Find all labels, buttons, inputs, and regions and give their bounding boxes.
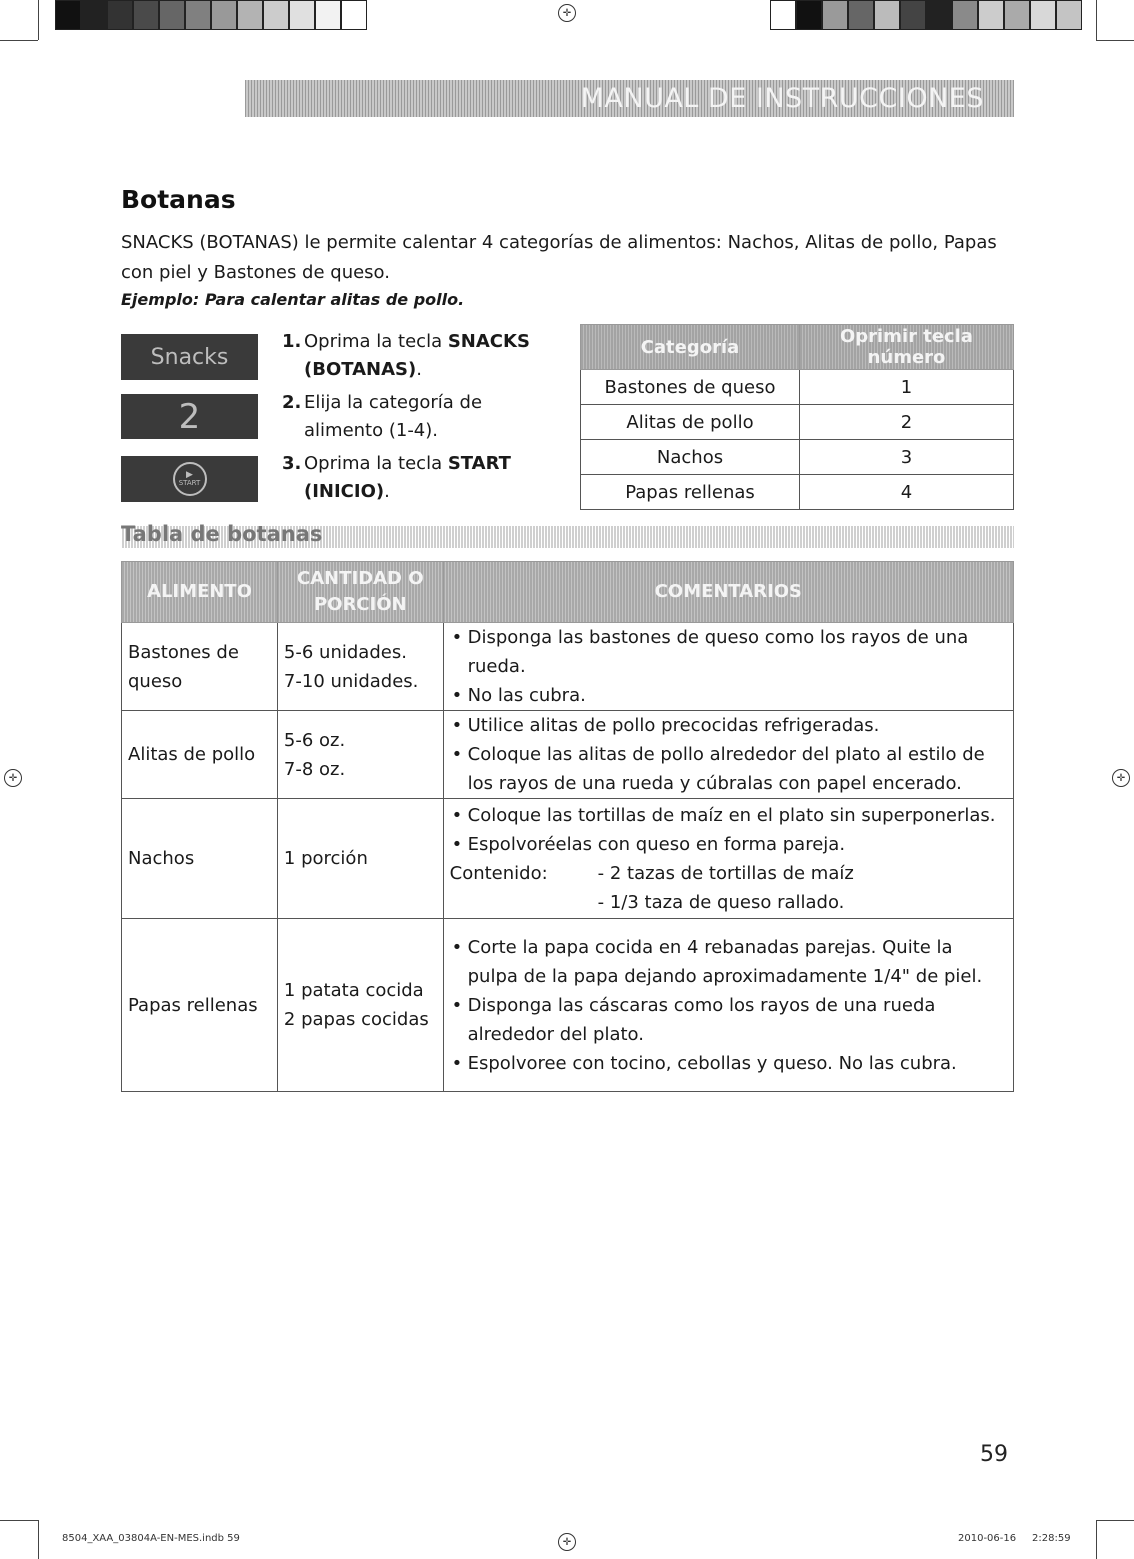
step-number: 2. (282, 392, 302, 413)
banner-title: MANUAL DE INSTRUCCIONES (580, 83, 984, 114)
snacks-key (121, 334, 258, 380)
comments-cell (443, 799, 1013, 919)
grayscale-bar-left (55, 0, 367, 32)
footer-time: 2:28:59 (1032, 1533, 1071, 1544)
step-number: 3. (282, 453, 302, 474)
table-row (122, 799, 1014, 919)
category-cell: Bastones de queso (581, 370, 800, 405)
start-icon: ▶ START (173, 462, 207, 496)
comment-item: • Disponga las cáscaras como los rayos de una rueda alrededor del plato. (450, 991, 1007, 1049)
category-table (580, 324, 1014, 510)
trim-mark (0, 1520, 38, 1521)
registration-mark-icon: ✛ (558, 1533, 576, 1551)
comment-item: • Espolvoree con tocino, cebollas y queso. No las cubra. (450, 1049, 1007, 1078)
snack-table (121, 561, 1014, 1092)
footer-date: 2010-06-16 (958, 1533, 1017, 1544)
category-cell: Papas rellenas (581, 475, 800, 510)
page-number: 59 (980, 1442, 1008, 1467)
amount-line: 1 patata cocida (283, 980, 424, 1001)
registration-mark-icon: ✛ (558, 4, 576, 22)
instruction-steps (282, 328, 552, 511)
step-1 (282, 328, 552, 384)
comment-item: • Corte la papa cocida en 4 rebanadas parejas. Quite la pulpa de la papa dejando aproximadamente 1/4" de piel. (450, 933, 1007, 991)
trim-mark (38, 1520, 39, 1559)
column-header-food: ALIMENTO (122, 562, 278, 623)
amount-cell (277, 623, 443, 711)
comment-item: • Espolvoréelas con queso en forma pareja. (450, 830, 1007, 859)
table-row (581, 440, 1014, 475)
header-banner (245, 80, 1014, 117)
contents-line: - 1/3 taza de queso rallado. (597, 891, 845, 913)
subheading: Tabla de botanas (121, 522, 323, 546)
registration-mark-icon: ✛ (4, 769, 22, 787)
category-cell: Nachos (581, 440, 800, 475)
table-row (122, 711, 1014, 799)
start-key (121, 456, 258, 502)
step-text: Oprima la tecla (304, 453, 448, 474)
step-text-end: . (384, 481, 390, 502)
comments-cell (443, 711, 1013, 799)
footer-file: 8504_XAA_03804A-EN-MES.indb 59 (62, 1533, 240, 1544)
comment-item: • Disponga las bastones de queso como los rayos de una rueda. (450, 623, 1007, 681)
comments-cell (443, 623, 1013, 711)
column-header: Categoría (581, 325, 800, 370)
step-text: Oprima la tecla (304, 331, 448, 352)
trim-mark (0, 40, 38, 41)
contents-list (450, 859, 1007, 917)
amount-cell (277, 919, 443, 1092)
number-two-key (121, 394, 258, 439)
snacks-key-label: Snacks (150, 344, 229, 370)
comment-item: • No las cubra. (450, 681, 1007, 710)
trim-mark (38, 0, 39, 40)
step-text-end: . (416, 359, 422, 380)
category-cell: Alitas de pollo (581, 405, 800, 440)
step-key-name: START (INICIO) (304, 453, 511, 502)
key-number-cell: 1 (800, 370, 1014, 405)
color-bar-right (770, 0, 1082, 32)
trim-mark (1096, 1520, 1134, 1521)
column-header-amount: CANTIDAD O PORCIÓN (277, 562, 443, 623)
comments-cell (443, 919, 1013, 1092)
step-3 (282, 450, 552, 506)
comment-item: • Coloque las alitas de pollo alrededor del plato al estilo de los rayos de una rueda y cúbralas con papel encerado. (450, 740, 1007, 798)
amount-line: 2 papas cocidas (283, 1009, 429, 1030)
amount-line: 1 porción (283, 848, 368, 869)
number-key-label: 2 (178, 396, 201, 437)
trim-mark (1096, 0, 1097, 40)
amount-line: 5-6 unidades. (283, 641, 407, 663)
column-header: Oprimir tecla número (800, 325, 1014, 370)
key-number-cell: 3 (800, 440, 1014, 475)
food-cell: Nachos (122, 799, 278, 919)
intro-paragraph: SNACKS (BOTANAS) le permite calentar 4 categorías de alimentos: Nachos, Alitas de pollo, Papas con piel y Bastones de queso. (121, 232, 997, 283)
trim-mark (1096, 40, 1134, 41)
registration-mark-icon: ✛ (1112, 769, 1130, 787)
table-row (122, 623, 1014, 711)
comment-item: • Coloque las tortillas de maíz en el plato sin superponerlas. (450, 801, 1007, 830)
subheading-bar (121, 522, 1014, 548)
start-key-label: START (178, 479, 201, 487)
amount-line: 7-10 unidades. (283, 670, 419, 692)
comment-item: • Utilice alitas de pollo precocidas refrigeradas. (450, 711, 1007, 740)
table-row (122, 919, 1014, 1092)
amount-line: 5-6 oz. (283, 729, 346, 751)
step-key-name: SNACKS (BOTANAS) (304, 331, 530, 380)
step-2 (282, 389, 552, 445)
key-number-cell: 2 (800, 405, 1014, 440)
food-cell: Papas rellenas (122, 919, 278, 1092)
section-title: Botanas (121, 185, 236, 214)
contents-line: - 2 tazas de tortillas de maíz (597, 862, 854, 884)
amount-cell (277, 711, 443, 799)
column-header-comments: COMENTARIOS (443, 562, 1013, 623)
table-row (581, 475, 1014, 510)
amount-cell (277, 799, 443, 919)
contents-label: Contenido: (449, 862, 548, 884)
example-caption: Ejemplo: Para calentar alitas de pollo. (121, 290, 465, 309)
trim-mark (1096, 1520, 1097, 1559)
food-cell: Alitas de pollo (122, 711, 278, 799)
table-row (581, 405, 1014, 440)
amount-line: 7-8 oz. (283, 758, 346, 780)
food-cell: Bastones de queso (122, 623, 278, 711)
step-text: Elija la categoría de alimento (1-4). (304, 392, 483, 441)
key-number-cell: 4 (800, 475, 1014, 510)
step-number: 1. (282, 331, 302, 352)
table-row (581, 370, 1014, 405)
